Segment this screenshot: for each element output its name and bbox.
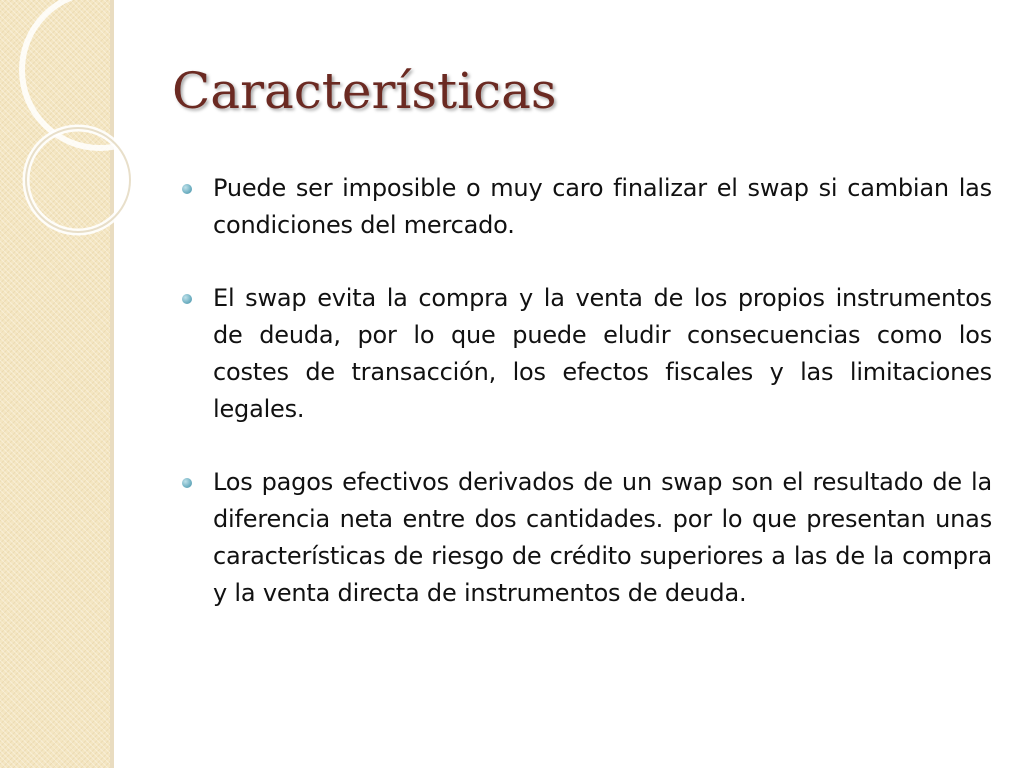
decorative-circles-icon [0, 0, 140, 260]
bullet-dot-icon [182, 294, 192, 304]
bullet-text: Los pagos efectivos derivados de un swap son el resultado de la diferencia neta entre dos cantidades. por lo que presentan unas características de riesgo de crédito superiores a las de la compra y la venta directa de instrumentos de deuda. [213, 468, 992, 607]
bullet-item-3 [178, 464, 992, 612]
bullet-item-2 [178, 280, 992, 428]
bullet-text: El swap evita la compra y la venta de los propios instrumentos de deuda, por lo que puede eludir consecuencias como los costes de transacción, los efectos fiscales y las limitaciones legales. [213, 284, 992, 423]
bullet-list [178, 170, 992, 648]
bullet-dot-icon [182, 184, 192, 194]
bullet-dot-icon [182, 478, 192, 488]
bullet-text: Puede ser imposible o muy caro finalizar el swap si cambian las condiciones del mercado. [213, 174, 992, 239]
bullet-item-1 [178, 170, 992, 244]
slide-title: Características [172, 62, 557, 120]
